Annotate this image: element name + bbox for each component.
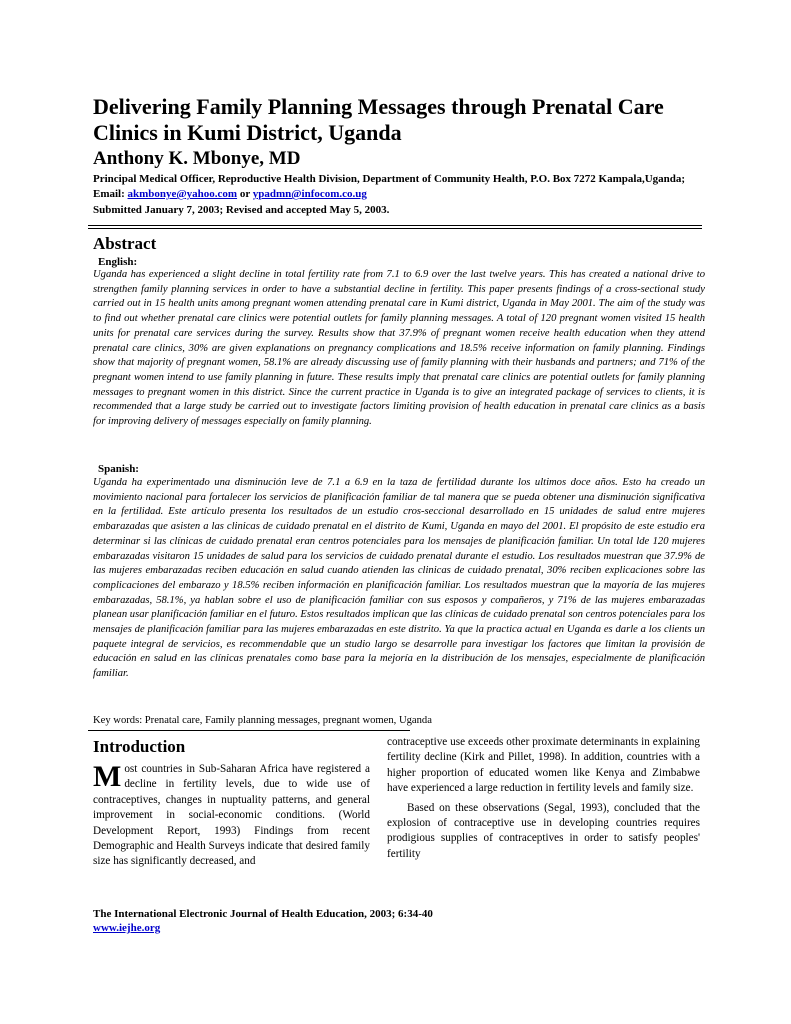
affiliation-text: Principal Medical Officer, Reproductive Health Division, Department of Community Health, P.O. Box 7272 Kampala,Uganda; Email: — [93, 173, 686, 200]
keywords: Key words: Prenatal care, Family planning messages, pregnant women, Uganda — [93, 715, 432, 726]
author-affiliation — [93, 172, 713, 202]
submission-dates: Submitted January 7, 2003; Revised and accepted May 5, 2003. — [93, 204, 390, 216]
spanish-label: Spanish: — [98, 463, 139, 475]
email-link-1[interactable]: akmbonye@yahoo.com — [127, 188, 238, 200]
author-name: Anthony K. Mbonye, MD — [93, 148, 301, 169]
intro-column-left — [93, 762, 370, 870]
english-label: English: — [98, 256, 138, 268]
email-separator: or — [237, 188, 253, 200]
footer-journal-link[interactable]: www.iejhe.org — [93, 922, 161, 934]
email-link-2[interactable]: ypadmn@infocom.co.ug — [252, 188, 367, 200]
header-divider-thin — [88, 228, 702, 229]
abstract-english: Uganda has experienced a slight decline in total fertility rate from 7.1 to 6.9 over the last twelve years. This has created a national drive to strengthen family planning services in order to have a substantial decline in fertility. This paper presents findings of a cross-sectional study carried out in 15 health units among pregnant women attending prenatal care in Kumi district, Uganda in May 2001. The aim of the study was to find out whether prenatal care clinics were potential outlets for family planning messages. A total of 120 pregnant women visited 15 health units for prenatal care services during the survey. Results show that 37.9% of pregnant women receive health education when they attend prenatal care clinics, 30% are given explanations on pregnancy complications and 18.5% receive information on family planning. Findings show that majority of pregnant women, 58.1% are already discussing use of family planning with their husbands and partners; and 71% of the pregnant women intend to use family planning in future. These results imply that prenatal care clinics are potential outlets for family planning messages to pregnant women in this district. Since the current practice in Uganda is to give an integrated package of services to clients, it is recommended that a large study be carried out to investigate factors limiting provision of health education in prenatal care clinics as a basis for improving delivery of messages especially on family planning. — [93, 269, 705, 428]
intro-right-paragraph-1: contraceptive use exceeds other proximate determinants in explaining fertility decline (Kirk and Pillet, 1998). In addition, countries with a higher proportion of educated women like Kenya and Zimbabwe have experienced a large reduction in fertility levels and family size. — [387, 736, 700, 795]
intro-right-paragraph-2: Based on these observations (Segal, 1993), concluded that the explosion of contraceptive use in developing countries requires prodigious supplies of contraceptives in order to satisfy peoples' fertility — [387, 801, 700, 860]
intro-left-text: ost countries in Sub-Saharan Africa have registered a decline in fertility levels, due to wide use of contraceptives, changes in nuptuality patterns, and general improvement in social-economic conditions. (World Development Report, 1993) Findings from recent Demographic and Health Surveys indicate that desired family size has significantly decreased, and — [93, 763, 370, 868]
keywords-divider — [88, 730, 410, 731]
footer-journal-citation: The International Electronic Journal of Health Education, 2003; 6:34-40 — [93, 908, 433, 920]
introduction-heading: Introduction — [93, 737, 186, 756]
abstract-spanish: Uganda ha experimentado una disminución leve de 7.1 a 6.9 en la taza de fertilidad durante los ultimos doce años. Esto ha creado un movimiento nacional para fortalecer los servicios de planificación familiar de tal manera que se pueda obtener una disminución significativa en la fertilidad. Este artículo presenta los resultados de un estudio cros-seccional desarrollado en 15 unidades de salud entre mujeres embarazadas que asisten a las clinicas de cuidado prenatal en el distrito de Kumi, Uganda en mayo del 2001. El propósito de este estudio era determinar si las clínicas de cuidado prenatal eran centros potenciales para los mensajes de planificación familiar. Un total lde 120 mujeres embarazadas visitaron 15 unidades de salud para los servicios de cuidado prenatal durante el estudio. Los resultados muestran que 37.9% de las mujeres embarazadas reciben educación en salud cuando atienden las clinicas de cuidado prenatal, 30% reciben explicaciones sobre las complicaciones del embarazo y 18.5% reciben información en planificación familiar. Los resultados muestran que la mayoría de las mujeres embarazadas, 58.1%, ya hablan sobre el uso de planificación familiar con sus esposos y compañeros, y 71% de las mujeres embarazadas planean usar planificación familiar en el futuro. Estos resultados implican que las clínicas de cuidado prenatal son centros potenciales para los mensajes de planificación familiar para las mujeres embarazadas en este distrito. Ya que la practica actual en Uganda es darle a los clients un paquete integral de servicios, es recommendable que un studio largo se desarrolle para investigar los factores que limitan la provisión de educación en salud en las clínicas prenatales como base para la mejoría en la distribución de los mensajes, especialmente de planificación familiar. — [93, 477, 705, 680]
header-divider — [88, 225, 702, 226]
drop-cap: M — [93, 760, 122, 793]
paper-title: Delivering Family Planning Messages through Prenatal Care Clinics in Kumi District, Uganda — [93, 94, 664, 145]
intro-column-right — [387, 735, 700, 862]
abstract-heading: Abstract — [93, 234, 157, 253]
